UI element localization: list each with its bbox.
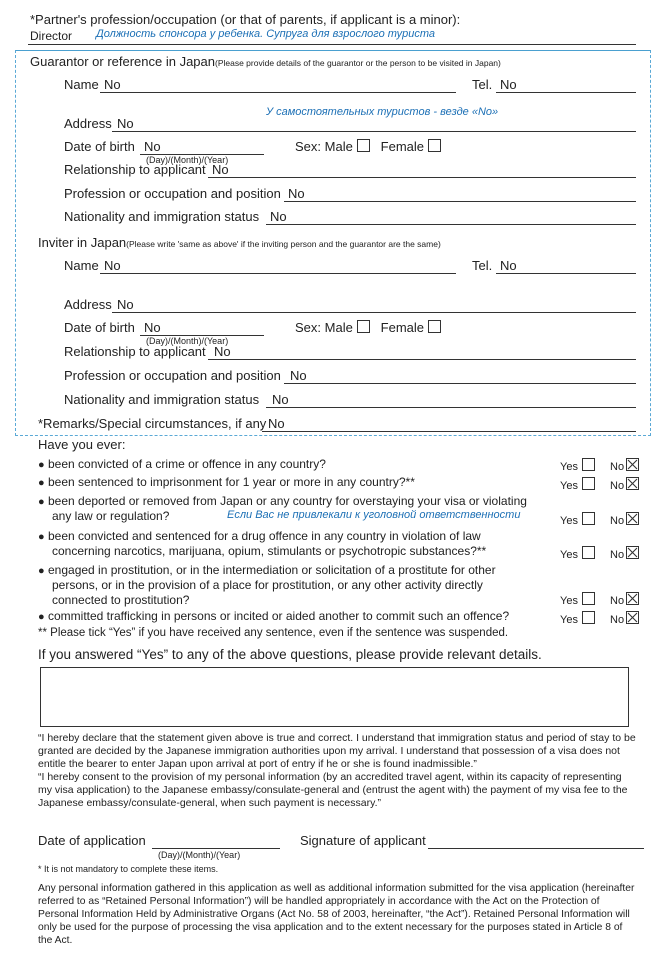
questions-footnote: ** Please tick “Yes” if you have received any sentence, even if the sentence was suspended. — [38, 627, 509, 639]
not-mandatory-note: * It is not mandatory to complete these items. — [38, 864, 219, 874]
inviter-address-value[interactable]: No — [117, 297, 134, 312]
bullet-icon: ● — [38, 611, 45, 623]
question-2: ● been sentenced to imprisonment for 1 year or more in any country?** — [38, 475, 415, 489]
question-5-yes: Yes — [560, 592, 595, 607]
question-5-no-checkbox[interactable] — [626, 592, 639, 605]
question-3-yes: Yes — [560, 512, 595, 527]
inviter-nationality-label: Nationality and immigration status — [64, 392, 260, 407]
inviter-address-label: Address — [64, 297, 112, 312]
question-3b: any law or regulation? — [52, 509, 170, 523]
inviter-relationship-value[interactable]: No — [214, 344, 231, 359]
inviter-tel-line — [496, 273, 636, 274]
bullet-icon: ● — [38, 496, 45, 508]
inviter-nationality-value[interactable]: No — [272, 392, 289, 407]
guarantor-tel-value[interactable]: No — [500, 77, 517, 92]
inviter-female-label: Female — [380, 320, 425, 335]
declaration-paragraph-1: “I hereby declare that the statement given above is true and correct. I understand that immigration status and period of stay to be granted are decided by the Japanese immigration authorities upon my arrival. I understand that possession of a visa does not entitle the bearer to enter Japan upon arrival at port of entry if he or she is found inadmissible.” — [38, 732, 636, 770]
question-4-no: No — [610, 546, 639, 561]
question-6-yes-checkbox[interactable] — [582, 611, 595, 624]
date-of-application-label: Date of application — [38, 833, 146, 848]
details-textbox[interactable] — [40, 667, 629, 727]
guarantor-relationship-line — [208, 177, 636, 178]
question-1: ● been convicted of a crime or offence in any country? — [38, 457, 326, 471]
question-5a: ● engaged in prostitution, or in the intermediation or solicitation of a prostitute for other — [38, 563, 496, 577]
guarantor-male-label: Male — [324, 139, 353, 154]
question-6-no: No — [610, 611, 639, 626]
remarks-value[interactable]: No — [268, 416, 285, 431]
question-4a: ● been convicted and sentenced for a drug offence in any country in violation of law — [38, 529, 481, 543]
guarantor-relationship-value[interactable]: No — [212, 162, 229, 177]
question-5c: connected to prostitution? — [52, 593, 190, 607]
question-4-yes-checkbox[interactable] — [582, 546, 595, 559]
question-3-note: Если Вас не привлекали к уголовной ответственности — [227, 509, 521, 521]
inviter-sex-group — [295, 320, 441, 335]
question-1-no: No — [610, 458, 639, 473]
questions-heading: Have you ever: — [38, 437, 126, 452]
inviter-tel-value[interactable]: No — [500, 258, 517, 273]
guarantor-nationality-value[interactable]: No — [270, 209, 287, 224]
partner-line — [28, 44, 636, 45]
inviter-title: Inviter in Japan(Please write 'same as above' if the inviting person and the guarantor are the same) — [38, 235, 441, 250]
inviter-dob-label: Date of birth — [64, 320, 135, 335]
guarantor-dob-value[interactable]: No — [144, 139, 161, 154]
date-of-application-field[interactable] — [152, 848, 280, 849]
question-1-yes-checkbox[interactable] — [582, 458, 595, 471]
question-2-yes-checkbox[interactable] — [582, 477, 595, 490]
guarantor-sex-label: Sex: — [295, 139, 322, 154]
remarks-label: *Remarks/Special circumstances, if any — [38, 416, 267, 431]
inviter-male-checkbox[interactable] — [357, 320, 370, 333]
question-3-no-checkbox[interactable] — [626, 512, 639, 525]
inviter-profession-label: Profession or occupation and position — [64, 368, 281, 383]
remarks-line — [262, 431, 636, 432]
signature-field[interactable] — [428, 848, 644, 849]
question-5-yes-checkbox[interactable] — [582, 592, 595, 605]
inviter-male-label: Male — [324, 320, 353, 335]
inviter-address-line — [112, 312, 636, 313]
inviter-relationship-line — [208, 359, 636, 360]
bullet-icon: ● — [38, 477, 45, 489]
question-4-yes: Yes — [560, 546, 595, 561]
declaration-paragraph-2: “I hereby consent to the provision of my personal information (by an accredited travel agent, within its capacity of representing my visa application) to the Japanese embassy/consulate-general and (entrust the agent with) the payment of my visa fee to the Japanese embassy/consulate-general, when such payment is necessary.” — [38, 771, 628, 809]
question-3-yes-checkbox[interactable] — [582, 512, 595, 525]
inviter-profession-value[interactable]: No — [290, 368, 307, 383]
guarantor-sex-group — [295, 139, 441, 154]
inviter-nationality-line — [266, 407, 636, 408]
inviter-female-checkbox[interactable] — [428, 320, 441, 333]
guarantor-profession-label: Profession or occupation and position — [64, 186, 281, 201]
guarantor-male-checkbox[interactable] — [357, 139, 370, 152]
question-4b: concerning narcotics, marijuana, opium, stimulants or psychotropic substances?** — [52, 544, 487, 558]
question-4-no-checkbox[interactable] — [626, 546, 639, 559]
guarantor-nationality-line — [266, 224, 636, 225]
guarantor-dob-format: (Day)/(Month)/(Year) — [146, 155, 229, 165]
inviter-dob-format: (Day)/(Month)/(Year) — [146, 336, 229, 346]
guarantor-name-value[interactable]: No — [104, 77, 121, 92]
question-2-yes: Yes — [560, 477, 595, 492]
guarantor-note: У самостоятельных туристов - везде «No» — [266, 106, 499, 118]
bullet-icon: ● — [38, 531, 45, 543]
inviter-name-value[interactable]: No — [104, 258, 121, 273]
guarantor-tel-line — [496, 92, 636, 93]
bullet-icon: ● — [38, 565, 45, 577]
guarantor-female-label: Female — [380, 139, 425, 154]
guarantor-dob-label: Date of birth — [64, 139, 135, 154]
guarantor-nationality-label: Nationality and immigration status — [64, 209, 260, 224]
guarantor-address-value[interactable]: No — [117, 116, 134, 131]
signature-label: Signature of applicant — [300, 833, 426, 848]
question-6-no-checkbox[interactable] — [626, 611, 639, 624]
details-prompt: If you answered “Yes” to any of the above questions, please provide relevant details. — [38, 647, 542, 662]
partner-value[interactable]: Director — [30, 29, 73, 43]
guarantor-name-label: Name — [64, 77, 99, 92]
question-1-no-checkbox[interactable] — [626, 458, 639, 471]
inviter-dob-value[interactable]: No — [144, 320, 161, 335]
inviter-tel-label: Tel. — [472, 258, 493, 273]
bullet-icon: ● — [38, 459, 45, 471]
partner-label: *Partner's profession/occupation (or that of parents, if applicant is a minor): — [30, 12, 461, 27]
guarantor-profession-value[interactable]: No — [288, 186, 305, 201]
question-5b: persons, or in the provision of a place for prostitution, or any other activity directly — [52, 578, 483, 592]
inviter-relationship-label: Relationship to applicant — [64, 344, 206, 359]
question-3a: ● been deported or removed from Japan or any country for overstaying your visa or violating — [38, 494, 527, 508]
question-6-yes: Yes — [560, 611, 595, 626]
date-of-application-format: (Day)/(Month)/(Year) — [158, 850, 241, 860]
partner-note: Должность спонсора у ребенка. Супруга для взрослого туриста — [96, 28, 436, 40]
privacy-notice: Any personal information gathered in this application as well as additional information submitted for the visa application (hereinafter referred to as “Retained Personal Information”) will be handled appropriately in accordance with the Act on the Protection of Personal Information Held by Administrative Organs (Act No. 58 of 2003, hereinafter, “the Act”). Retained Personal Information will only be used for the purpose of processing the visa application and to the extent necessary for the purposes stated in Article 8 of the Act. — [38, 883, 635, 946]
question-3-no: No — [610, 512, 639, 527]
guarantor-relationship-label: Relationship to applicant — [64, 162, 206, 177]
question-2-no: No — [610, 477, 639, 492]
guarantor-profession-line — [284, 201, 636, 202]
inviter-profession-line — [284, 383, 636, 384]
guarantor-female-checkbox[interactable] — [428, 139, 441, 152]
inviter-sex-label: Sex: — [295, 320, 322, 335]
inviter-name-label: Name — [64, 258, 99, 273]
question-6: ● committed trafficking in persons or incited or aided another to commit such an offence? — [38, 609, 510, 623]
guarantor-address-line — [112, 131, 636, 132]
question-2-no-checkbox[interactable] — [626, 477, 639, 490]
guarantor-title: Guarantor or reference in Japan(Please provide details of the guarantor or the person to be visited in Japan) — [30, 54, 501, 69]
inviter-name-line — [100, 273, 456, 274]
guarantor-address-label: Address — [64, 116, 112, 131]
guarantor-tel-label: Tel. — [472, 77, 493, 92]
guarantor-name-line — [100, 92, 456, 93]
question-1-yes: Yes — [560, 458, 595, 473]
question-5-no: No — [610, 592, 639, 607]
